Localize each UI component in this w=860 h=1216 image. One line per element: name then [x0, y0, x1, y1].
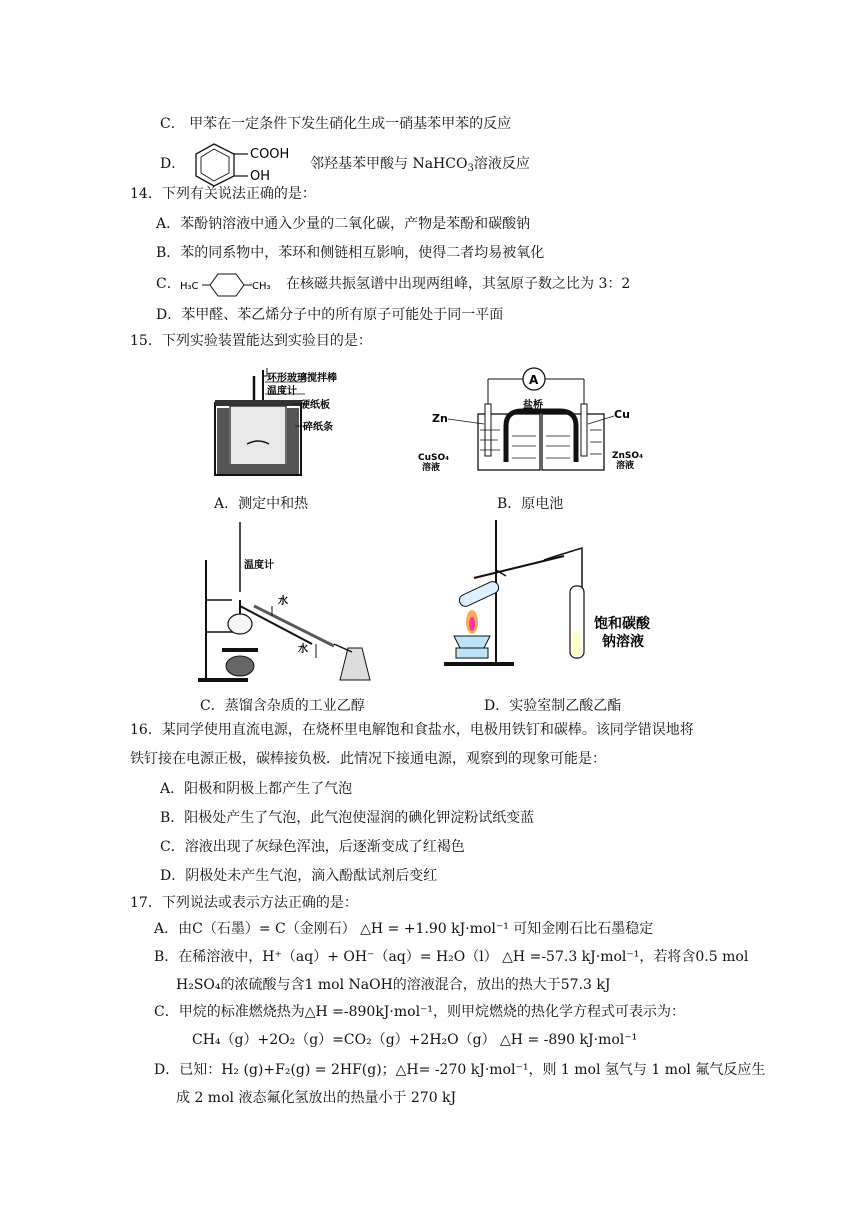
- calorimeter-paper-label: 碎纸条: [303, 422, 333, 433]
- right-solution-label: ZnSO₄: [612, 451, 644, 461]
- para-xylene-structure: [178, 270, 278, 300]
- calorimeter-thermometer-label: 温度计: [267, 386, 297, 397]
- struct-h3c-label: H₃C: [180, 281, 199, 292]
- q16-stem-1: 16．某同学使用直流电源，在烧杯里电解饱和食盐水，电极用铁钉和碳棒。该同学错误地将: [130, 722, 694, 738]
- figure-a-caption: A．测定中和热: [214, 496, 309, 512]
- q17-stem: 17．下列说法或表示方法正确的是：: [130, 895, 358, 911]
- saturated-carbonate-label-2: 钠溶液: [602, 634, 644, 650]
- q14-option-c-text: 在核磁共振氢谱中出现两组峰，其氢原子数之比为 3：2: [286, 276, 631, 292]
- left-solution-label: CuSO₄: [418, 453, 450, 463]
- figure-galvanic-cell: [418, 366, 648, 478]
- struct-oh-label: OH: [250, 169, 271, 184]
- salicylic-acid-structure: [192, 140, 302, 190]
- q16-option-a: A．阳极和阴极上都产生了气泡: [160, 781, 353, 797]
- water-out-label: 水: [298, 644, 308, 655]
- figure-d-caption: D．实验室制乙酸乙酯: [484, 698, 622, 714]
- water-in-label: 水: [278, 596, 288, 607]
- q17-option-b-1: B．在稀溶液中，H⁺（aq）+ OH⁻（aq）= H₂O（l） △H =-57.3 kJ·mol⁻¹，若将含0.5 mol: [154, 949, 749, 965]
- calorimeter-stirrer-label: 环形玻璃搅拌棒: [267, 373, 337, 384]
- left-solution-label-2: 溶液: [422, 463, 441, 473]
- q17-option-d-2: 成 2 mol 液态氟化氢放出的热量小于 270 kJ: [176, 1090, 457, 1106]
- q14-stem: 14．下列有关说法正确的是：: [130, 186, 316, 202]
- figure-b-caption: B．原电池: [497, 496, 564, 512]
- q14-option-c-label: C．: [156, 276, 181, 292]
- figure-ethyl-acetate: [444, 518, 674, 670]
- struct-ch3-label: CH₃: [252, 281, 271, 292]
- salt-bridge-label: 盐桥: [523, 400, 543, 411]
- q17-option-b-2: H₂SO₄的浓硫酸与含1 mol NaOH的溶液混合，放出的热大于57.3 kJ: [176, 977, 611, 993]
- q13-option-d-label: D．: [160, 156, 186, 172]
- distillation-thermometer-label: 温度计: [244, 560, 274, 571]
- figure-c-caption: C．蒸馏含杂质的工业乙醇: [200, 698, 365, 714]
- ammeter-label: A: [529, 373, 539, 387]
- q17-option-d-1: D．已知：H₂ (g)+F₂(g) = 2HF(g)；△H= -270 kJ·mol⁻¹，则 1 mol 氢气与 1 mol 氟气反应生: [154, 1062, 766, 1078]
- q16-option-c: C．溶液出现了灰绿色浑浊，后逐渐变成了红褐色: [160, 839, 465, 855]
- right-solution-label-2: 溶液: [616, 461, 635, 471]
- q15-stem: 15．下列实验装置能达到实验目的是：: [130, 333, 372, 349]
- q16-option-b: B．阳极处产生了气泡，此气泡使湿润的碘化钾淀粉试纸变蓝: [160, 810, 535, 826]
- figure-calorimeter: [205, 368, 375, 483]
- q16-option-d: D．阴极处未产生气泡，滴入酚酞试剂后变红: [160, 868, 438, 884]
- q17-option-c-1: C．甲烷的标准燃烧热为△H =-890kJ·mol⁻¹，则甲烷燃烧的热化学方程式可表示为：: [154, 1004, 686, 1020]
- zn-electrode-label: Zn: [432, 412, 448, 425]
- q13-option-d-text: 邻羟基苯甲酸与 NaHCO$_3$溶液反应: [310, 156, 530, 174]
- struct-cooh-label: COOH: [250, 147, 290, 162]
- q13-option-c: C． 甲苯在一定条件下发生硝化生成一硝基苯甲苯的反应: [160, 116, 512, 132]
- cu-electrode-label: Cu: [614, 408, 630, 421]
- q14-option-d: D．苯甲醛、苯乙烯分子中的所有原子可能处于同一平面: [156, 307, 504, 323]
- saturated-carbonate-label: 饱和碳酸: [594, 616, 650, 632]
- q17-option-a: A．由C（石墨）= C（金刚石） △H = +1.90 kJ·mol⁻¹ 可知金刚石比石墨稳定: [154, 921, 654, 937]
- figure-distillation: [192, 520, 377, 685]
- calorimeter-cardboard-label: 硬纸板: [300, 400, 330, 411]
- q16-stem-2: 铁钉接在电源正极，碳棒接负极．此情况下接通电源，观察到的现象可能是：: [130, 751, 606, 767]
- q14-option-b: B．苯的同系物中，苯环和侧链相互影响，使得二者均易被氧化: [156, 245, 545, 261]
- q17-option-c-2: CH₄（g）+2O₂（g）=CO₂（g）+2H₂O（g） △H = -890 kJ·mol⁻¹: [192, 1032, 638, 1048]
- q14-option-a: A．苯酚钠溶液中通入少量的二氧化碳，产物是苯酚和碳酸钠: [156, 216, 531, 232]
